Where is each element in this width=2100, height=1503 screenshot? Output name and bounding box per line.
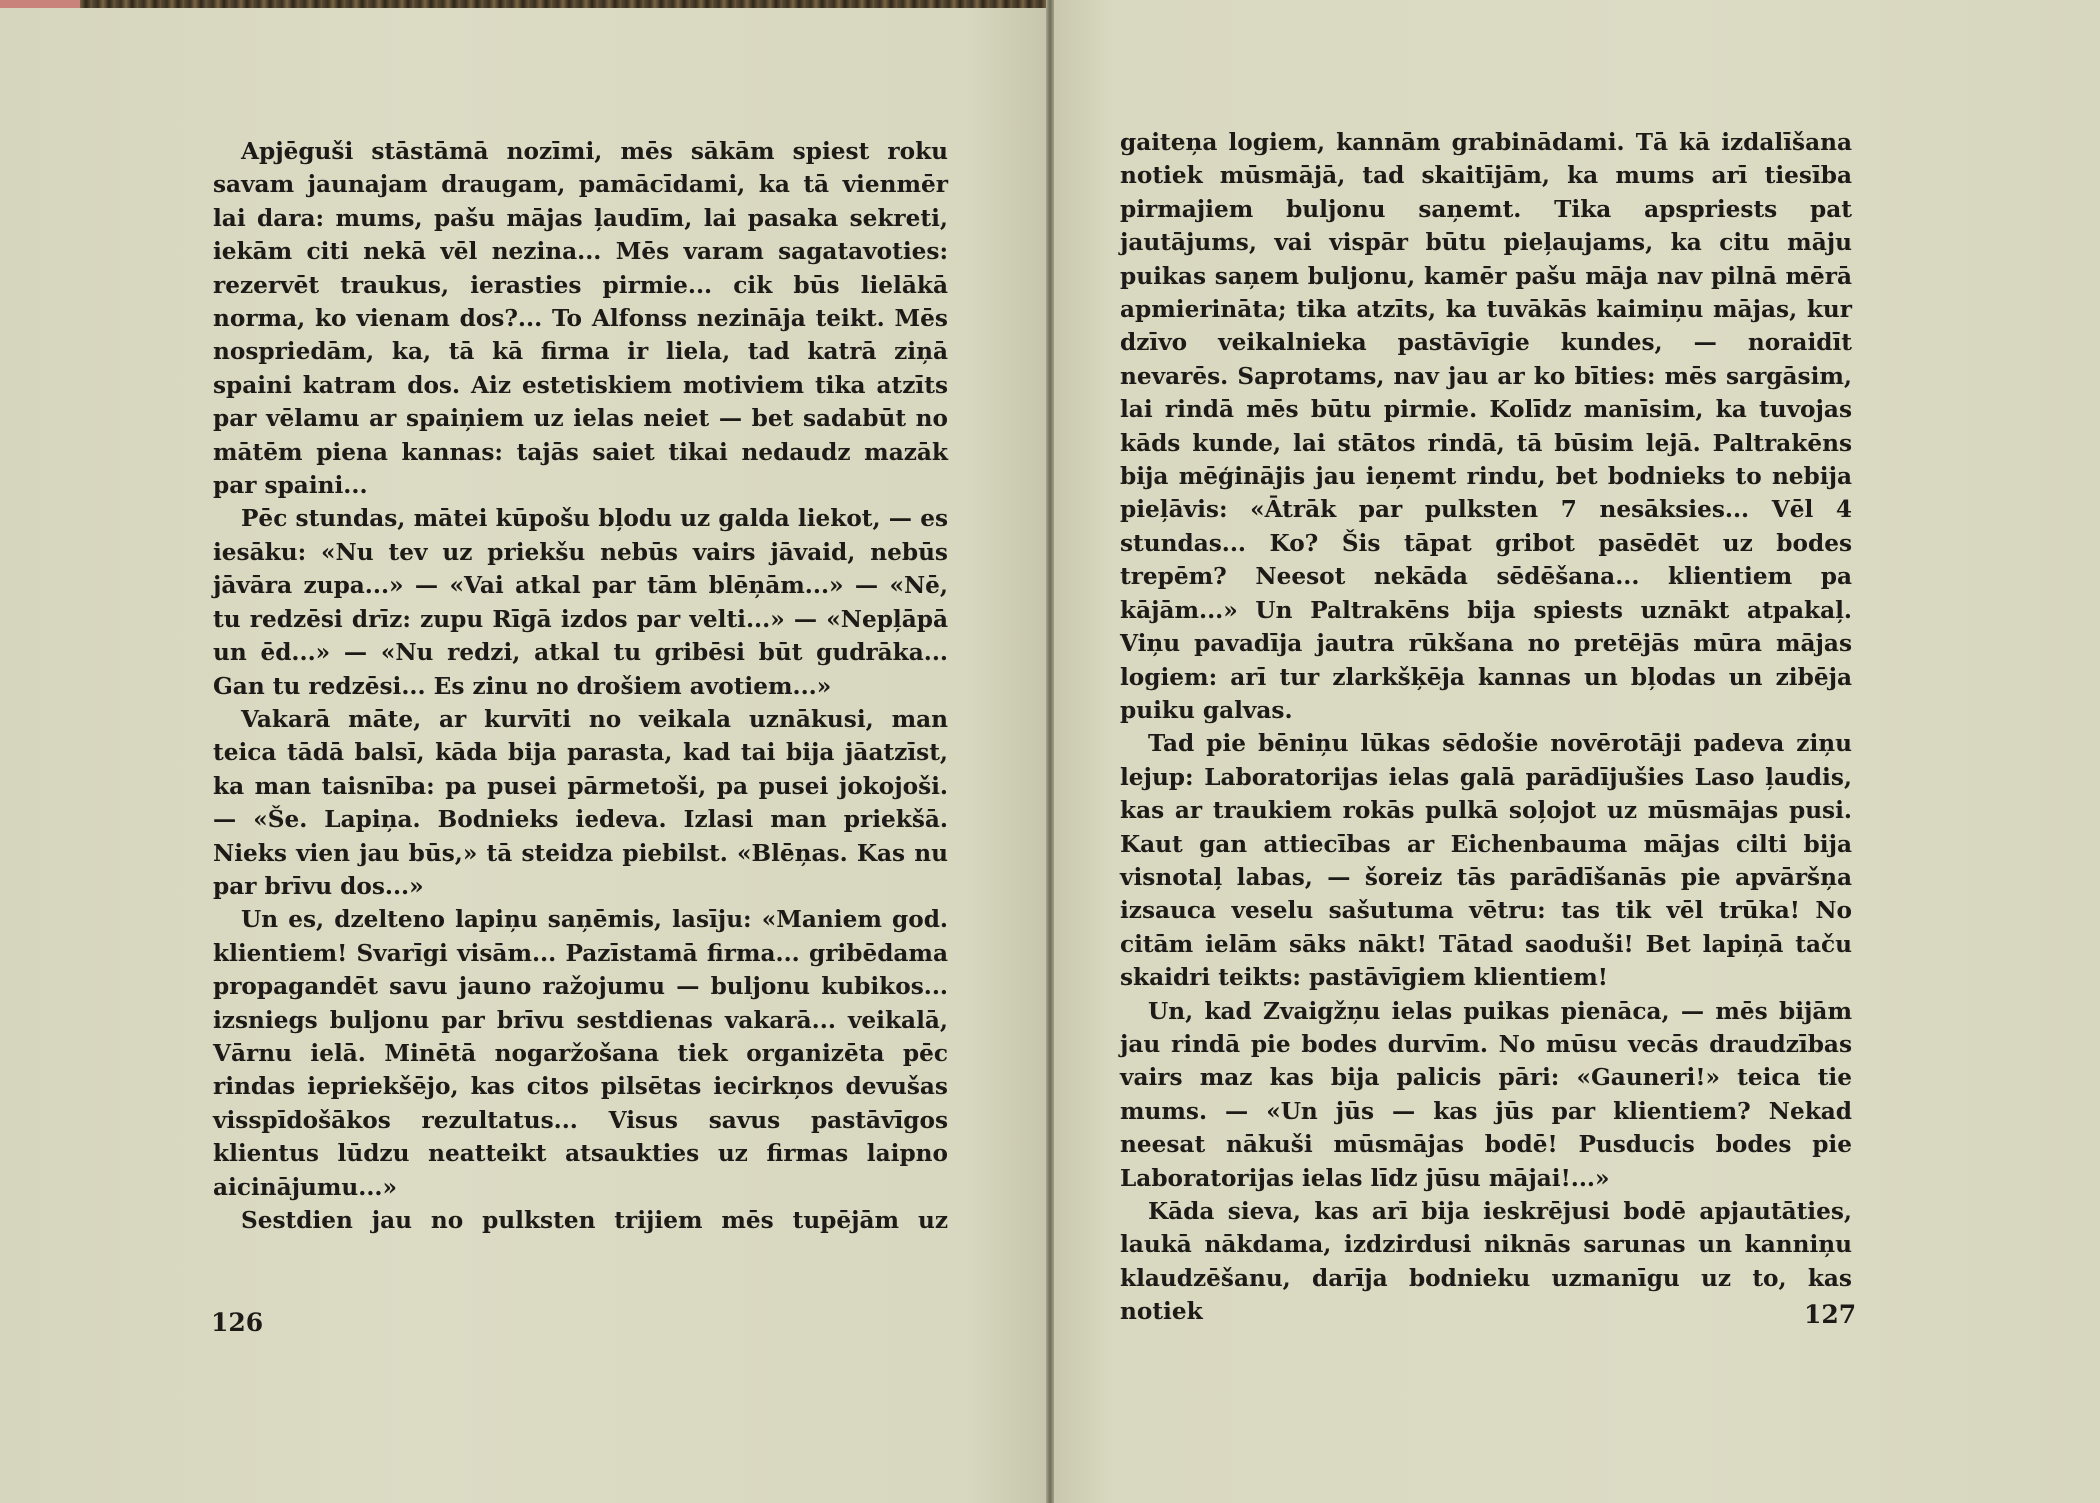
paragraph: Sestdien jau no pulksten trijiem mēs tupējām uz [241, 1207, 948, 1234]
paragraph: gaiteņa logiem, kannām grabinādami. Tā kā izdalīšana notiek mūsmājā, tad skaitījām, ka mums arī tiesība pirmajiem buljonu saņemt. Tika apspriests pat jautājums, vai vispār būtu pieļaujams, ka citu māju puikas saņem buljonu, kamēr pašu māja nav pilnā mērā apmierināta; tika atzīts, ka tuvākās kaimiņu mājas, kur dzīvo veikalnieka pastāvīgie kundes, — noraidīt nevarēs. Saprotams, nav jau ar ko bīties: mēs sargāsim, lai rindā mēs būtu pirmie. Kolīdz manīsim, ka tuvojas kāds kunde, lai stātos rindā, tā būsim lejā. Paltrakēns bija mēģinājis jau ieņemt rindu, bet bodnieks to nebija pieļāvis: «Ātrāk par pulksten 7 nesāksies... Vēl 4 stundas... Ko? Šis tāpat gribot pasēdēt uz bodes trepēm? Neesot nekāda sēdēšana... klientiem pa kājām...» Un Paltrakēns bija spiests uznākt atpakaļ. Viņu pavadīja jautra rūkšana no pretējās mūra mājas logiem: arī tur zlarkšķēja kannas un bļodas un zibēja puiku galvas. [1120, 129, 1852, 724]
paragraph: Kāda sieva, kas arī bija ieskrējusi bodē apjautāties, laukā nākdama, izdzirdusi niknās sarunas un kanniņu klaudzēšanu, darīja bodnieku uzmanīgu uz to, kas notiek [1120, 1198, 1852, 1326]
paragraph: Apjēguši stāstāmā nozīmi, mēs sākām spiest roku savam jaunajam draugam, pamācīdami, ka tā vienmēr lai dara: mums, pašu mājas ļaudīm, lai pasaka sekreti, iekām citi nekā vēl nezina... Mēs varam sagatavoties: rezervēt traukus, ierasties pirmie... cik būs lielākā norma, ko vienam dos?... To Alfonss nezināja teikt. Mēs nospriedām, ka, tā kā firma ir liela, tad katrā ziņā spaini katram dos. Aiz estetiskiem motiviem tika atzīts par vēlamu ar spaiņiem uz ielas neiet — bet sadabūt no mātēm piena kannas: tajās saiet tikai nedaudz mazāk par spaini... [213, 138, 948, 500]
left-page-text [213, 135, 948, 1237]
page-number-right: 127 [1804, 1300, 1857, 1329]
paragraph: Vakarā māte, ar kurvīti no veikala uznākusi, man teica tādā balsī, kāda bija parasta, kad tai bija jāatzīst, ka man taisnība: pa pusei pārmetoši, pa pusei jokojoši. — «Še. Lapiņa. Bodnieks iedeva. Izlasi man priekšā. Nieks vien jau būs,» tā steidza piebilst. «Blēņas. Kas nu par brīvu dos...» [213, 705, 948, 900]
paragraph: Un, kad Zvaigžņu ielas puikas pienāca, — mēs bijām jau rindā pie bodes durvīm. No mūsu vecās draudzības vairs maz kas bija palicis pāri: «Gauneri!» teica tie mums. — «Un jūs — kas jūs par klientiem? Nekad neesat nākuši mūsmājas bodē! Pusducis bodes pie Laboratorijas ielas līdz jūsu mājai!...» [1120, 997, 1852, 1192]
book-gutter [1046, 0, 1054, 1503]
right-page-text [1120, 126, 1852, 1329]
paragraph: Tad pie bēniņu lūkas sēdošie novērotāji padeva ziņu lejup: Laboratorijas ielas galā parādījušies Laso ļaudis, kas ar traukiem rokās pulkā soļojot uz mūsmājas pusi. Kaut gan attiecības ar Eichenbauma mājas cilti bija visnotaļ labas, — šoreiz tās parādīšanās pie apvāršņa izsauca veselu sašutuma vētru: tas tik vēl trūka! No citām ielām sāks nākt! Tātad saoduši! Bet lapiņā taču skaidri teikts: pastāvīgiem klientiem! [1120, 730, 1852, 992]
paragraph: Un es, dzelteno lapiņu saņēmis, lasīju: «Maniem god. klientiem! Svarīgi visām... Pazīstamā firma... gribēdama propagandēt savu jauno ražojumu — buljonu kubikos... izsniegs buljonu par brīvu sestdienas vakarā... veikalā, Vārnu ielā. Minētā nogaržošana tiek organizēta pēc rindas iepriekšējo, kas citos pilsētas iecirkņos devušas visspīdošākos rezultatus... Visus savus pastāvīgos klientus lūdzu neatteikt atsaukties uz firmas laipno aicinājumu...» [213, 906, 948, 1201]
paragraph: Pēc stundas, mātei kūpošu bļodu uz galda liekot, — es iesāku: «Nu tev uz priekšu nebūs vairs jāvaid, nebūs jāvāra zupa...» — «Vai atkal par tām blēņām...» — «Nē, tu redzēsi drīz: zupu Rīgā izdos par velti...» — «Nepļāpā un ēd...» — «Nu redzi, atkal tu gribēsi būt gudrāka... Gan tu redzēsi... Es zinu no drošiem avotiem...» [213, 505, 948, 700]
page-number-left: 126 [211, 1308, 264, 1337]
